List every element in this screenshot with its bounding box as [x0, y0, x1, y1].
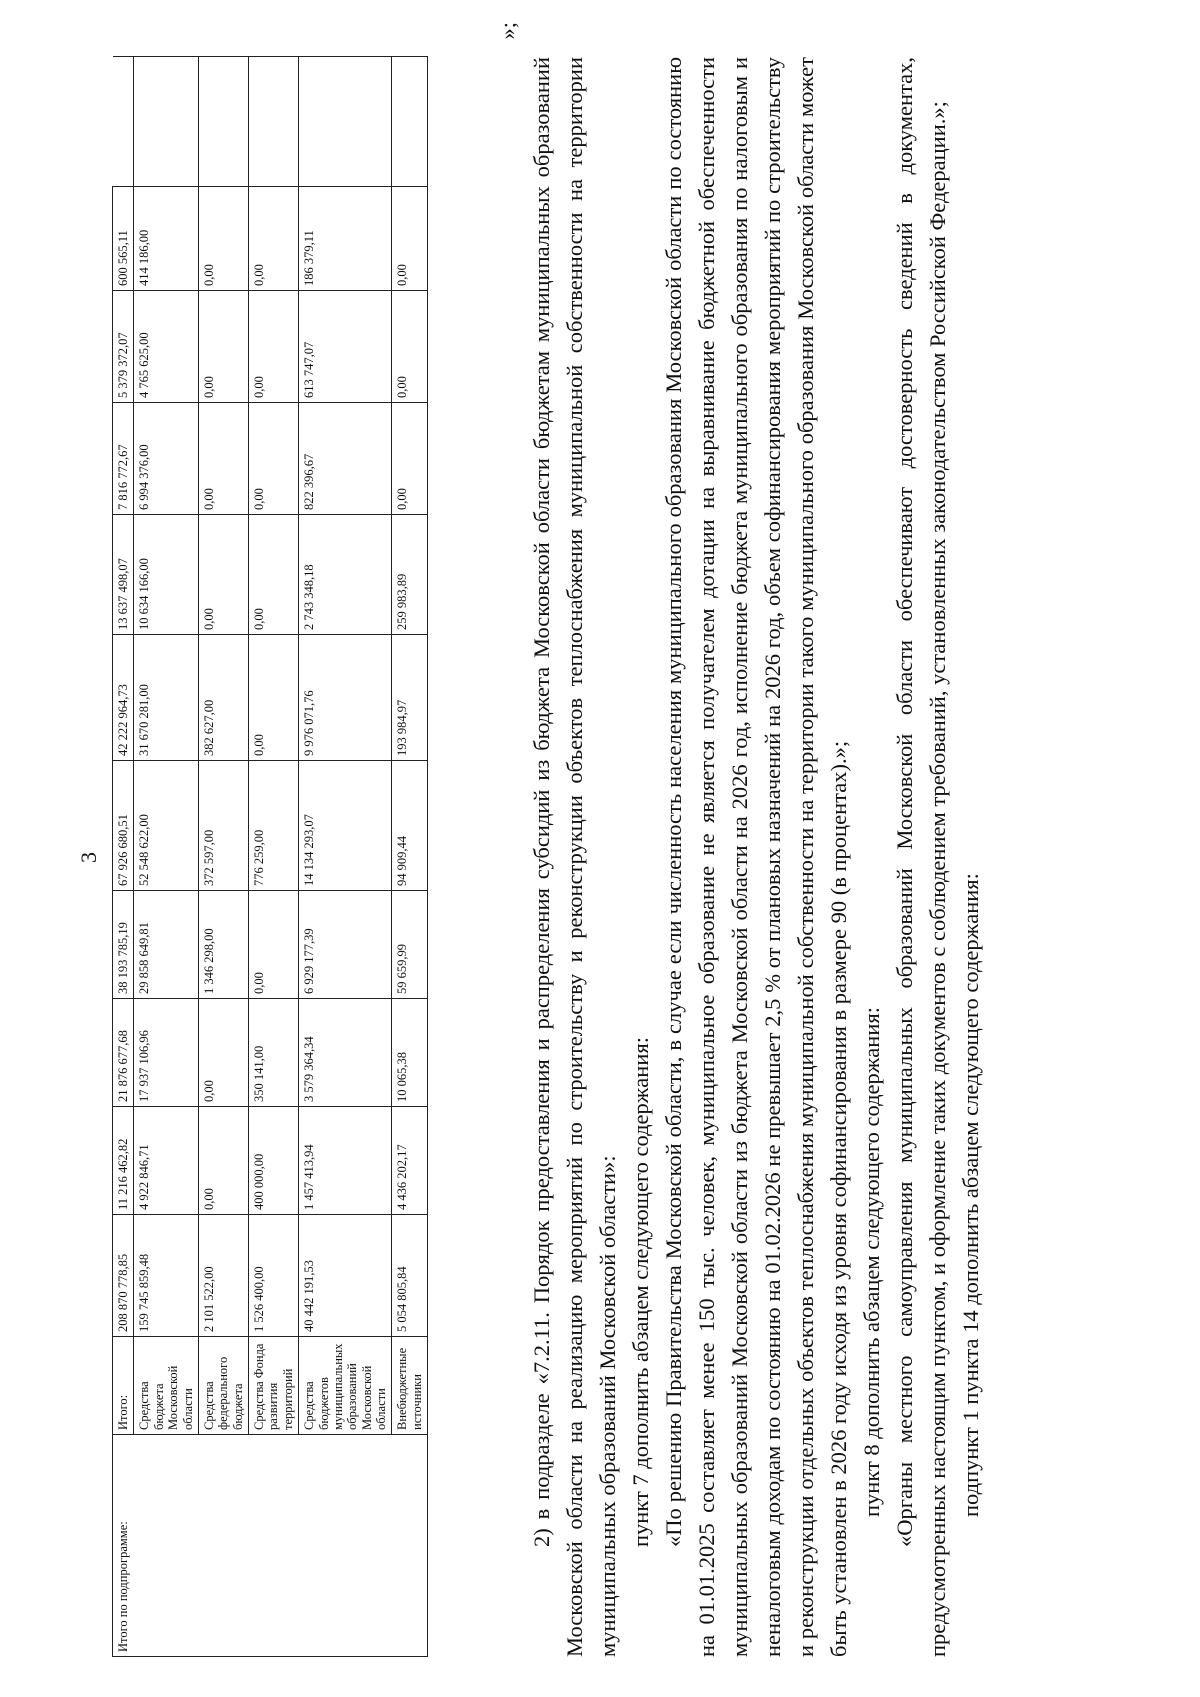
- empty-cell: [113, 57, 134, 187]
- value-cell: 0,00: [249, 403, 299, 515]
- table-row: [198, 57, 248, 1657]
- value-cell: 6 994 376,00: [134, 403, 199, 515]
- value-cell: 13 637 498,07: [113, 515, 134, 635]
- value-cell: 0,00: [198, 1107, 248, 1215]
- value-cell: 259 983,89: [392, 515, 428, 635]
- value-cell: 0,00: [249, 515, 299, 635]
- value-cell: 4 436 202,17: [392, 1107, 428, 1215]
- value-cell: 350 141,00: [249, 999, 299, 1107]
- empty-cell: [392, 57, 428, 187]
- value-cell: 31 670 281,00: [134, 635, 199, 761]
- value-cell: 94 909,44: [392, 761, 428, 891]
- value-cell: 193 984,97: [392, 635, 428, 761]
- row-label-cell: Средства Фонда развития территорий: [249, 1337, 299, 1435]
- value-cell: 67 926 680,51: [113, 761, 134, 891]
- table-row: [113, 57, 134, 1657]
- closing-quote-mark: »;: [495, 22, 520, 40]
- value-cell: 17 937 106,96: [134, 999, 199, 1107]
- value-cell: 159 745 859,48: [134, 1215, 199, 1337]
- paragraph-subsection-amendment: 2) в подразделе «7.2.11. Порядок предоставления и распределения субсидий из бюджета Московской области бюджетам муниципальных образований Московской области на реализацию мероприятий по строительству и реконструкции объектов теплоснабжения муниципальной собственности на территории муниципальных образований Московской области»:: [529, 57, 620, 1657]
- value-cell: 0,00: [249, 891, 299, 999]
- empty-cell: [299, 57, 392, 187]
- value-cell: 0,00: [198, 515, 248, 635]
- value-cell: 5 054 805,84: [392, 1215, 428, 1337]
- value-cell: 11 216 462,82: [113, 1107, 134, 1215]
- value-cell: 4 765 625,00: [134, 291, 199, 403]
- value-cell: 0,00: [198, 403, 248, 515]
- section-label-cell: Итого по подпрограмме:: [113, 1435, 428, 1657]
- row-label-cell: Средства федерального бюджета: [198, 1337, 248, 1435]
- row-label-cell: Средства бюджета Московской области: [134, 1337, 199, 1435]
- paragraph-point-14: подпункт 1 пункта 14 дополнить абзацем следующего содержания:: [958, 873, 983, 1517]
- value-cell: 2 743 348,18: [299, 515, 392, 635]
- value-cell: 1 346 298,00: [198, 891, 248, 999]
- value-cell: 2 101 522,00: [198, 1215, 248, 1337]
- value-cell: 0,00: [249, 187, 299, 291]
- value-cell: 822 396,67: [299, 403, 392, 515]
- value-cell: 613 747,07: [299, 291, 392, 403]
- empty-cell: [198, 57, 248, 187]
- page-number: 3: [76, 852, 101, 863]
- paragraph-government-decision: «По решению Правительства Московской области, в случае если численность населения муниципального образования Московской области по состоянию на 01.01.2025 составляет менее 150 тыс. человек, муниципальное образование не является получателем дотации на выравнивание бюджетной обеспеченности муниципальных образований Московской области из бюджета Московской области на 2026 год, исполнение бюджета муниципального образования по налоговым и неналоговым доходам по состоянию на 01.02.2026 не превышает 2,5 % от плановых назначений на 2026 год, объем софинансирования мероприятий по строительству и реконструкции отдельных объектов теплоснабжения муниципальной собственности на территории такого муниципального образования Московской области может быть установлен в 2026 году исходя из уровня софинансирования в размере 90 (в процентах).»;: [661, 57, 851, 1657]
- value-cell: 10 065,38: [392, 999, 428, 1107]
- value-cell: 400 000,00: [249, 1107, 299, 1215]
- value-cell: 6 929 177,39: [299, 891, 392, 999]
- paragraph-point-7: пункт 7 дополнить абзацем следующего содержания:: [628, 1037, 653, 1547]
- table-row: [392, 57, 428, 1657]
- value-cell: 0,00: [392, 291, 428, 403]
- value-cell: 1 526 400,00: [249, 1215, 299, 1337]
- value-cell: 186 379,11: [299, 187, 392, 291]
- value-cell: 382 627,00: [198, 635, 248, 761]
- value-cell: 0,00: [198, 291, 248, 403]
- value-cell: 0,00: [198, 187, 248, 291]
- paragraph-point-8: пункт 8 дополнить абзацем следующего содержания:: [859, 1007, 884, 1517]
- value-cell: 372 597,00: [198, 761, 248, 891]
- value-cell: 0,00: [392, 403, 428, 515]
- financing-table: [112, 56, 428, 1657]
- value-cell: 40 442 191,53: [299, 1215, 392, 1337]
- amendment-text: [525, 57, 987, 1657]
- row-label-cell: Средства бюджетов муниципальных образований Московской области: [299, 1337, 392, 1435]
- value-cell: 3 579 364,34: [299, 999, 392, 1107]
- value-cell: 776 259,00: [249, 761, 299, 891]
- value-cell: 0,00: [198, 999, 248, 1107]
- value-cell: 29 858 649,81: [134, 891, 199, 999]
- value-cell: 38 193 785,19: [113, 891, 134, 999]
- value-cell: 600 565,11: [113, 187, 134, 291]
- table-row: [299, 57, 392, 1657]
- value-cell: 0,00: [249, 635, 299, 761]
- row-label-cell: Итого:: [113, 1337, 134, 1435]
- value-cell: 0,00: [392, 187, 428, 291]
- value-cell: 52 548 622,00: [134, 761, 199, 891]
- value-cell: 0,00: [249, 291, 299, 403]
- value-cell: 7 816 772,67: [113, 403, 134, 515]
- value-cell: 10 634 166,00: [134, 515, 199, 635]
- value-cell: 208 870 778,85: [113, 1215, 134, 1337]
- table-row: [134, 57, 199, 1657]
- table-row: [249, 57, 299, 1657]
- value-cell: 14 134 293,07: [299, 761, 392, 891]
- row-label-cell: Внебюджетные источники: [392, 1337, 428, 1435]
- paragraph-local-authorities: «Органы местного самоуправления муниципальных образований Московской области обеспечивают достоверность сведений в документах, предусмотренных настоящим пунктом, и оформление таких документов с соблюдением требований, установленных законодательством Российской Федерации.»;: [892, 57, 950, 1657]
- value-cell: 9 976 071,76: [299, 635, 392, 761]
- empty-cell: [134, 57, 199, 187]
- value-cell: 414 186,00: [134, 187, 199, 291]
- value-cell: 1 457 413,94: [299, 1107, 392, 1215]
- value-cell: 59 659,99: [392, 891, 428, 999]
- value-cell: 4 922 846,71: [134, 1107, 199, 1215]
- value-cell: 5 379 372,07: [113, 291, 134, 403]
- empty-cell: [249, 57, 299, 187]
- value-cell: 21 876 677,68: [113, 999, 134, 1107]
- value-cell: 42 222 964,73: [113, 635, 134, 761]
